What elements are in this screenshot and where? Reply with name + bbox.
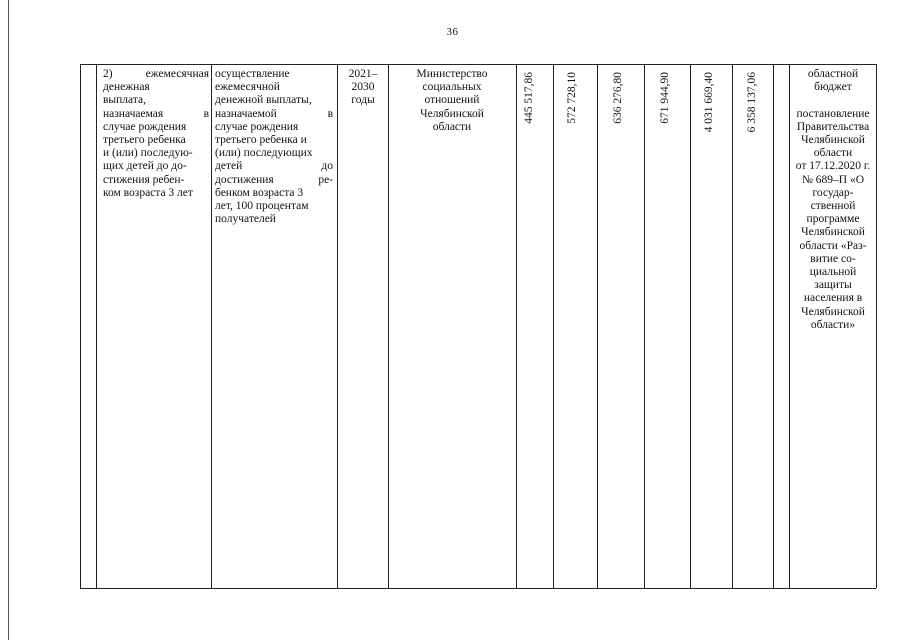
table-cell-item: 2) ежемесячная денежная выплата, назначаемая в случае рождения третьего ребенка и (или) последую- щих детей до до- стижения ребен- ком возраста 3 лет — [103, 68, 209, 199]
amount-cell: 6 358 137,06 — [746, 72, 758, 133]
table-divider — [516, 64, 517, 588]
table-cell-executor: Министерство социальных отношений Челябинской области — [416, 68, 488, 133]
table-divider — [644, 64, 645, 588]
table-divider — [773, 64, 774, 588]
table-cell-period: 2021– 2030 годы — [348, 68, 378, 107]
table-divider — [553, 64, 554, 588]
table-divider — [732, 64, 733, 588]
amount-cell: 636 276,80 — [612, 72, 624, 124]
table-divider — [597, 64, 598, 588]
table-divider — [96, 64, 97, 588]
table-border-right — [876, 64, 877, 588]
legal-basis: постановление — [796, 107, 870, 120]
table-border-bottom — [80, 588, 876, 589]
table-divider — [337, 64, 338, 588]
table-border-top — [80, 64, 876, 65]
table-divider — [690, 64, 691, 588]
amount-cell: 445 517,86 — [523, 72, 535, 124]
table-cell-funding: областной бюджет постановление Правительства Челябинской области от 17.12.2020 г. № 689–П «О государ- ственной программе Челябинской области «Раз- витие со- циальной защиты населения в Челябинской области» — [790, 68, 876, 332]
amount-cell: 671 944,90 — [659, 72, 671, 124]
table-divider — [388, 64, 389, 588]
table-border-left — [80, 64, 81, 588]
page-number: 36 — [446, 26, 459, 38]
amount-cell: 4 031 669,40 — [703, 72, 715, 133]
table-cell-description: осуществление ежемесячной денежной выплаты, назначаемой в случае рождения третьего ребенка и (или) последующих детей до достижения ре- бенком возраста 3 лет, 100 процентам получателей — [215, 68, 333, 226]
amount-cell: 572 728,10 — [566, 72, 578, 124]
table-divider — [211, 64, 212, 588]
funding-source: областной — [807, 68, 859, 80]
